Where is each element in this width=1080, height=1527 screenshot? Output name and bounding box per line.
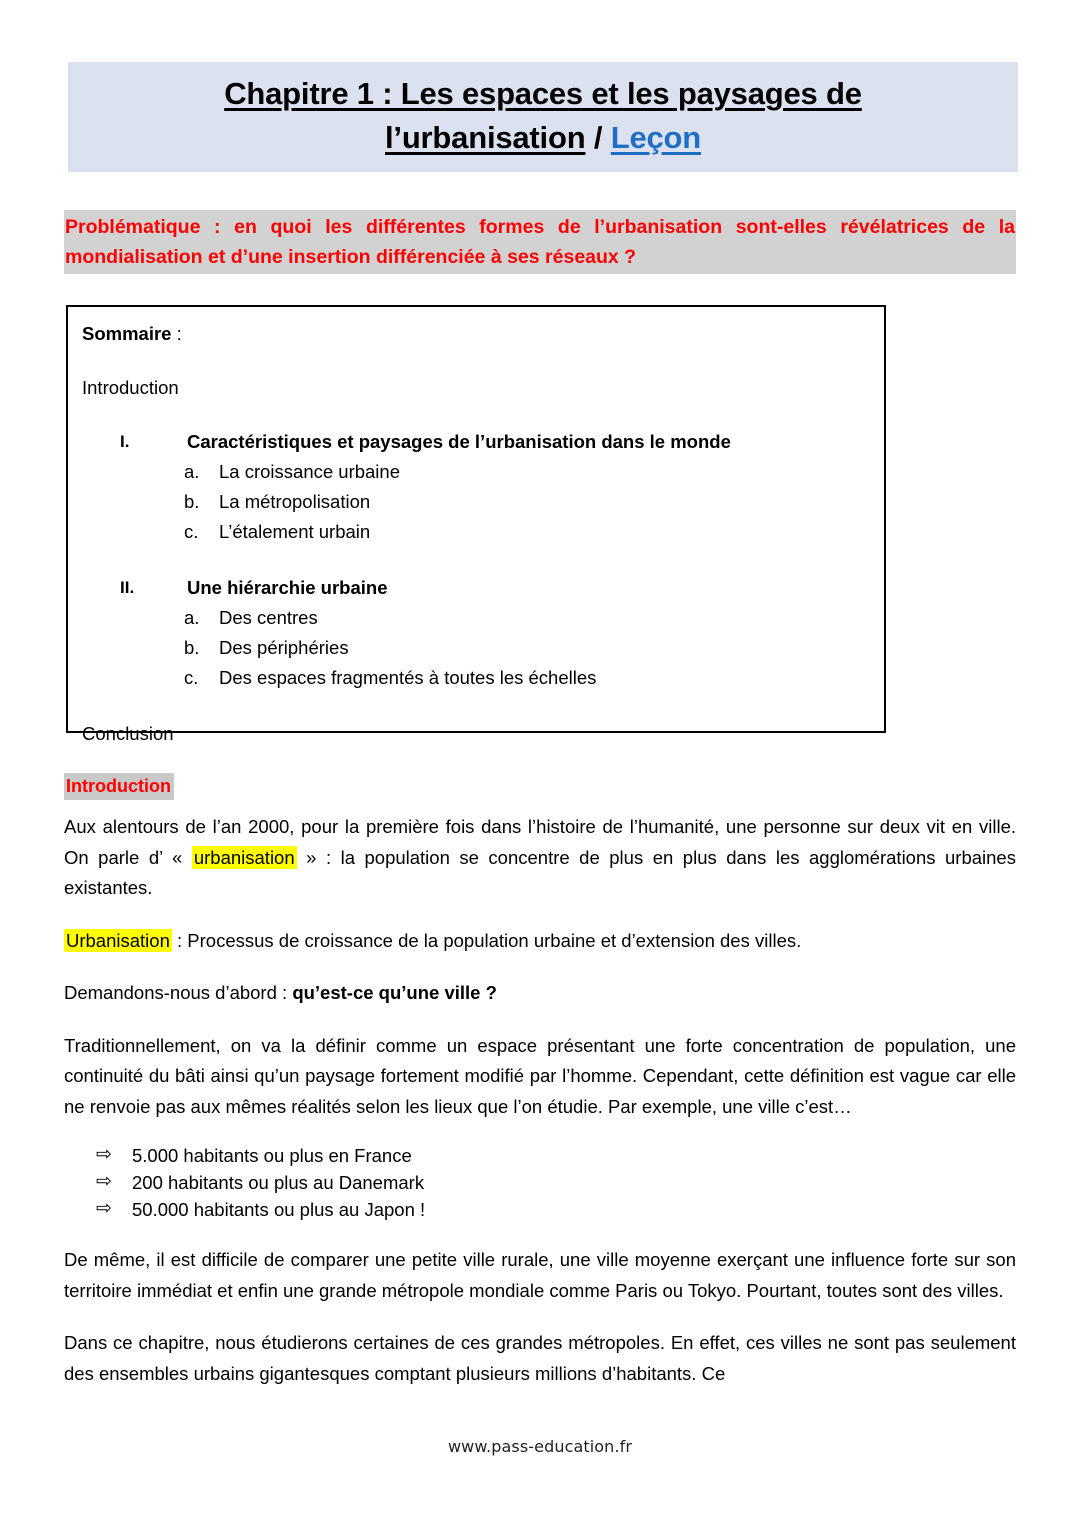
- sommaire-part-2-title: Une hiérarchie urbaine: [187, 577, 388, 598]
- sommaire-part-2-sub-c-letter: c.: [184, 667, 199, 688]
- arrow-right-icon: ⇨: [96, 1171, 112, 1192]
- sommaire-part-2-sub-c-text: Des espaces fragmentés à toutes les échelles: [219, 667, 597, 688]
- introduction-body: [64, 812, 1016, 1411]
- sommaire-heading-label: Sommaire: [82, 323, 172, 344]
- city-threshold-example-1: 5.000 habitants ou plus en France: [132, 1145, 412, 1166]
- sommaire-part-1-title: Caractéristiques et paysages de l’urbanisation dans le monde: [187, 431, 731, 452]
- sommaire-box: [66, 305, 886, 744]
- sommaire-heading: [82, 319, 870, 349]
- introduction-paragraph-1-part-2: » : la population se concentre de plus en plus dans les agglomérations urbaines existantes.: [64, 846, 1016, 898]
- sommaire-part-2: [82, 573, 870, 693]
- sommaire-part-2-sub-b-letter: b.: [184, 637, 200, 658]
- guiding-question-bold: qu’est-ce qu’une ville ?: [292, 982, 497, 1003]
- sommaire-part-1-sub-c-text: L’étalement urbain: [219, 521, 371, 542]
- title-separator: /: [585, 120, 611, 155]
- sommaire-part-2-sublist: [82, 603, 870, 693]
- sommaire-part-1: [82, 427, 870, 547]
- list-item: [82, 603, 870, 633]
- introduction-heading: Introduction: [64, 773, 174, 800]
- definition-term: Urbanisation: [66, 929, 170, 951]
- sommaire-part-2-sub-b-text: Des périphéries: [219, 637, 349, 658]
- sommaire-part-2-header: [82, 573, 870, 603]
- problematique-banner: Problématique : en quoi les différentes formes de l’urbanisation sont-elles révélatrices de la mondialisation et d’une insertion différenciée à ses réseaux ?: [64, 210, 1016, 274]
- sommaire-part-1-sub-c-letter: c.: [184, 521, 199, 542]
- document-title-line-2: [68, 116, 1018, 160]
- guiding-question: [64, 978, 1016, 1009]
- sommaire-conclusion-entry: Conclusion: [82, 723, 174, 744]
- list-item: [64, 1196, 1016, 1223]
- list-item: [82, 663, 870, 693]
- sommaire-part-2-number: II.: [120, 578, 135, 597]
- paragraph-city-comparison: De même, il est difficile de comparer une petite ville rurale, une ville moyenne exerçant une influence forte sur son territoire immédiat et enfin une grande métropole mondiale comme Paris ou Tokyo. Pourtant, toutes sont des villes.: [64, 1249, 1016, 1301]
- sommaire-part-1-sub-b-text: La métropolisation: [219, 491, 371, 512]
- definition-urbanisation: [64, 926, 1016, 957]
- document-title-line-1: [68, 72, 1018, 116]
- sommaire-part-1-sub-a-text: La croissance urbaine: [219, 461, 400, 482]
- arrow-right-icon: ⇨: [96, 1144, 112, 1165]
- list-item: [82, 487, 870, 517]
- sommaire-heading-suffix: :: [171, 323, 182, 344]
- footer-url: www.pass-education.fr: [447, 1437, 633, 1456]
- sommaire-part-1-header: [82, 427, 870, 457]
- sommaire-introduction-entry: Introduction: [82, 377, 179, 398]
- lesson-link[interactable]: Leçon: [610, 120, 701, 155]
- sommaire-part-1-number: I.: [120, 432, 130, 451]
- sommaire-part-1-sub-b-letter: b.: [184, 491, 200, 512]
- arrow-right-icon: ⇨: [96, 1198, 112, 1219]
- city-threshold-example-2: 200 habitants ou plus au Danemark: [132, 1172, 425, 1193]
- list-item: [64, 1142, 1016, 1169]
- city-threshold-example-3: 50.000 habitants ou plus au Japon !: [132, 1199, 426, 1220]
- document-title-banner: [68, 62, 1018, 172]
- paragraph-city-definition: Traditionnellement, on va la définir comme un espace présentant une forte concentration de population, une continuité du bâti ainsi qu’un paysage fortement modifié par l’homme. Cependant, cette définition est vague car elle ne renvoie pas aux mêmes réalités selon les lieux que l’on étudie. Par exemple, une ville c’est…: [64, 1034, 1016, 1117]
- city-threshold-examples-list: [64, 1142, 1016, 1223]
- list-item: [82, 633, 870, 663]
- introduction-paragraph-1: [64, 812, 1016, 904]
- sommaire-part-2-sub-a-letter: a.: [184, 607, 200, 628]
- definition-text: : Processus de croissance de la population urbaine et d’extension des villes.: [171, 929, 802, 951]
- paragraph-chapter-scope: Dans ce chapitre, nous étudierons certaines de ces grandes métropoles. En effet, ces villes ne sont pas seulement des ensembles urbains gigantesques comptant plusieurs millions d’habitants. Ce: [64, 1332, 1016, 1384]
- list-item: [82, 517, 870, 547]
- list-item: [64, 1169, 1016, 1196]
- page-subtitle: l’urbanisation: [385, 120, 586, 155]
- list-item: [82, 457, 870, 487]
- introduction-paragraph-1-part-1: Aux alentours de l’an 2000, pour la première fois dans l’histoire de l’humanité, une personne sur deux vit en ville. On parle d’ «: [64, 816, 1016, 868]
- guiding-question-lead: Demandons-nous d’abord :: [64, 982, 293, 1003]
- highlight-urbanisation-inline: urbanisation: [193, 846, 295, 868]
- sommaire-part-1-sub-a-letter: a.: [184, 461, 200, 482]
- sommaire-part-1-sublist: [82, 457, 870, 547]
- sommaire-part-2-sub-a-text: Des centres: [219, 607, 318, 628]
- page-title: Chapitre 1 : Les espaces et les paysages de: [224, 76, 862, 111]
